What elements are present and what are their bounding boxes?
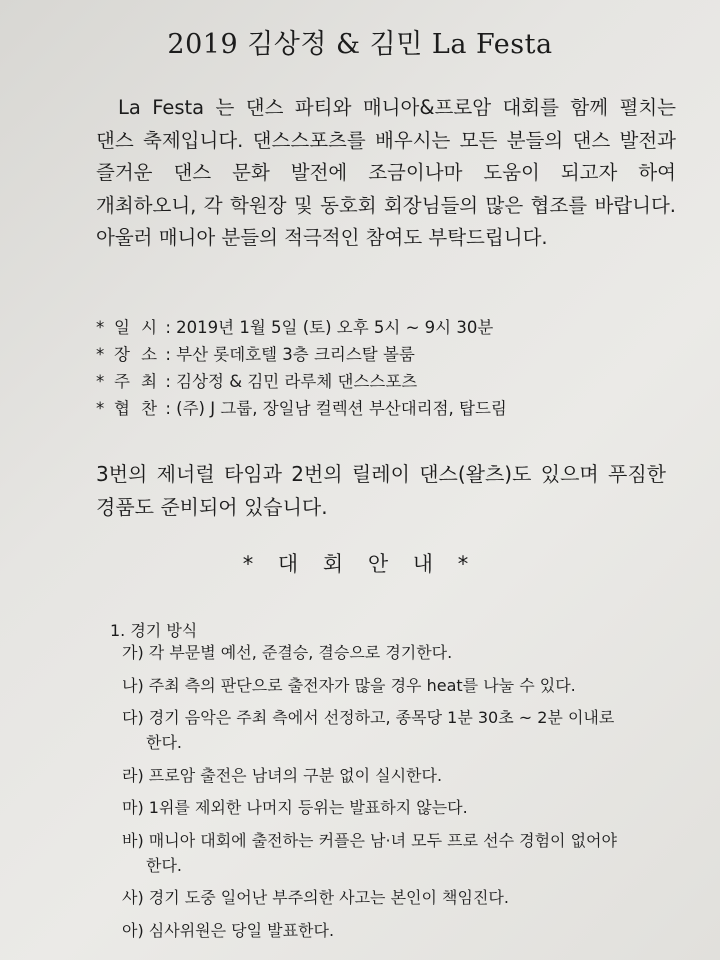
detail-sponsor [96, 395, 676, 422]
intro-text: La Festa 는 댄스 파티와 매니아&프로암 대회를 함께 펼치는 댄스 축제입니다. 댄스스포츠를 배우시는 모든 분들의 댄스 발전과 즐거운 댄스 문화 발전에 조금이나마 도움이 되고자 하여 개최하오니, 각 학원장 및 동호회 회장님들의 많은 협조를 바랍니다. 아울러 매니아 분들의 적극적인 참여도 부탁드립니다. [96, 96, 676, 249]
detail-label: 협 찬 [114, 399, 161, 418]
rule-item: 나) 주최 측의 판단으로 출전자가 많을 경우 heat를 나눌 수 있다. [122, 675, 576, 695]
rules-list [122, 640, 642, 950]
detail-value: : (주) J 그룹, 장일남 컬렉션 부산대리점, 탑드림 [165, 399, 507, 418]
section-title: * 대 회 안 내 * [242, 552, 478, 576]
rule-item: 마) 1위를 제외한 나머지 등위는 발표하지 않는다. [122, 798, 468, 817]
detail-value: : 김상정 & 김민 라루체 댄스스포츠 [165, 372, 418, 391]
detail-venue [96, 341, 676, 368]
rule-item: 바) 매니아 대회에 출전하는 커플은 남·녀 모두 프로 선수 경험이 없어야 한다. [122, 830, 617, 875]
extra-paragraph: 3번의 제너럴 타임과 2번의 릴레이 댄스(왈츠)도 있으며 푸짐한 경품도 준비되어 있습니다. [96, 462, 666, 519]
detail-value: : 부산 롯데호텔 3층 크리스탈 볼룸 [165, 345, 415, 364]
bullet-asterisk: * [96, 345, 105, 364]
rules-heading: 1. 경기 방식 [110, 621, 198, 640]
detail-value: : 2019년 1월 5일 (토) 오후 5시 ~ 9시 30분 [165, 318, 494, 337]
event-details-list [96, 314, 676, 422]
document-title: 2019 김상정 & 김민 La Festa [167, 29, 553, 60]
detail-label: 장 소 [114, 345, 161, 364]
rule-item: 다) 경기 음악은 주최 측에서 선정하고, 종목당 1분 30초 ~ 2분 이내로 한다. [122, 708, 615, 752]
rule-item: 사) 경기 도중 일어난 부주의한 사고는 본인이 책임진다. [122, 888, 509, 907]
intro-paragraph [96, 92, 676, 255]
bullet-asterisk: * [96, 399, 105, 418]
bullet-asterisk: * [96, 372, 105, 391]
detail-date [96, 314, 676, 341]
rule-item: 가) 각 부문별 예선, 준결승, 결승으로 경기한다. [122, 643, 453, 662]
detail-label: 주 최 [114, 372, 161, 391]
rule-item: 라) 프로암 출전은 남녀의 구분 없이 실시한다. [122, 765, 443, 785]
bullet-asterisk: * [96, 318, 105, 337]
rule-item: 아) 심사위원은 당일 발표한다. [122, 920, 335, 940]
detail-label: 일 시 [114, 318, 161, 337]
detail-host [96, 368, 676, 395]
